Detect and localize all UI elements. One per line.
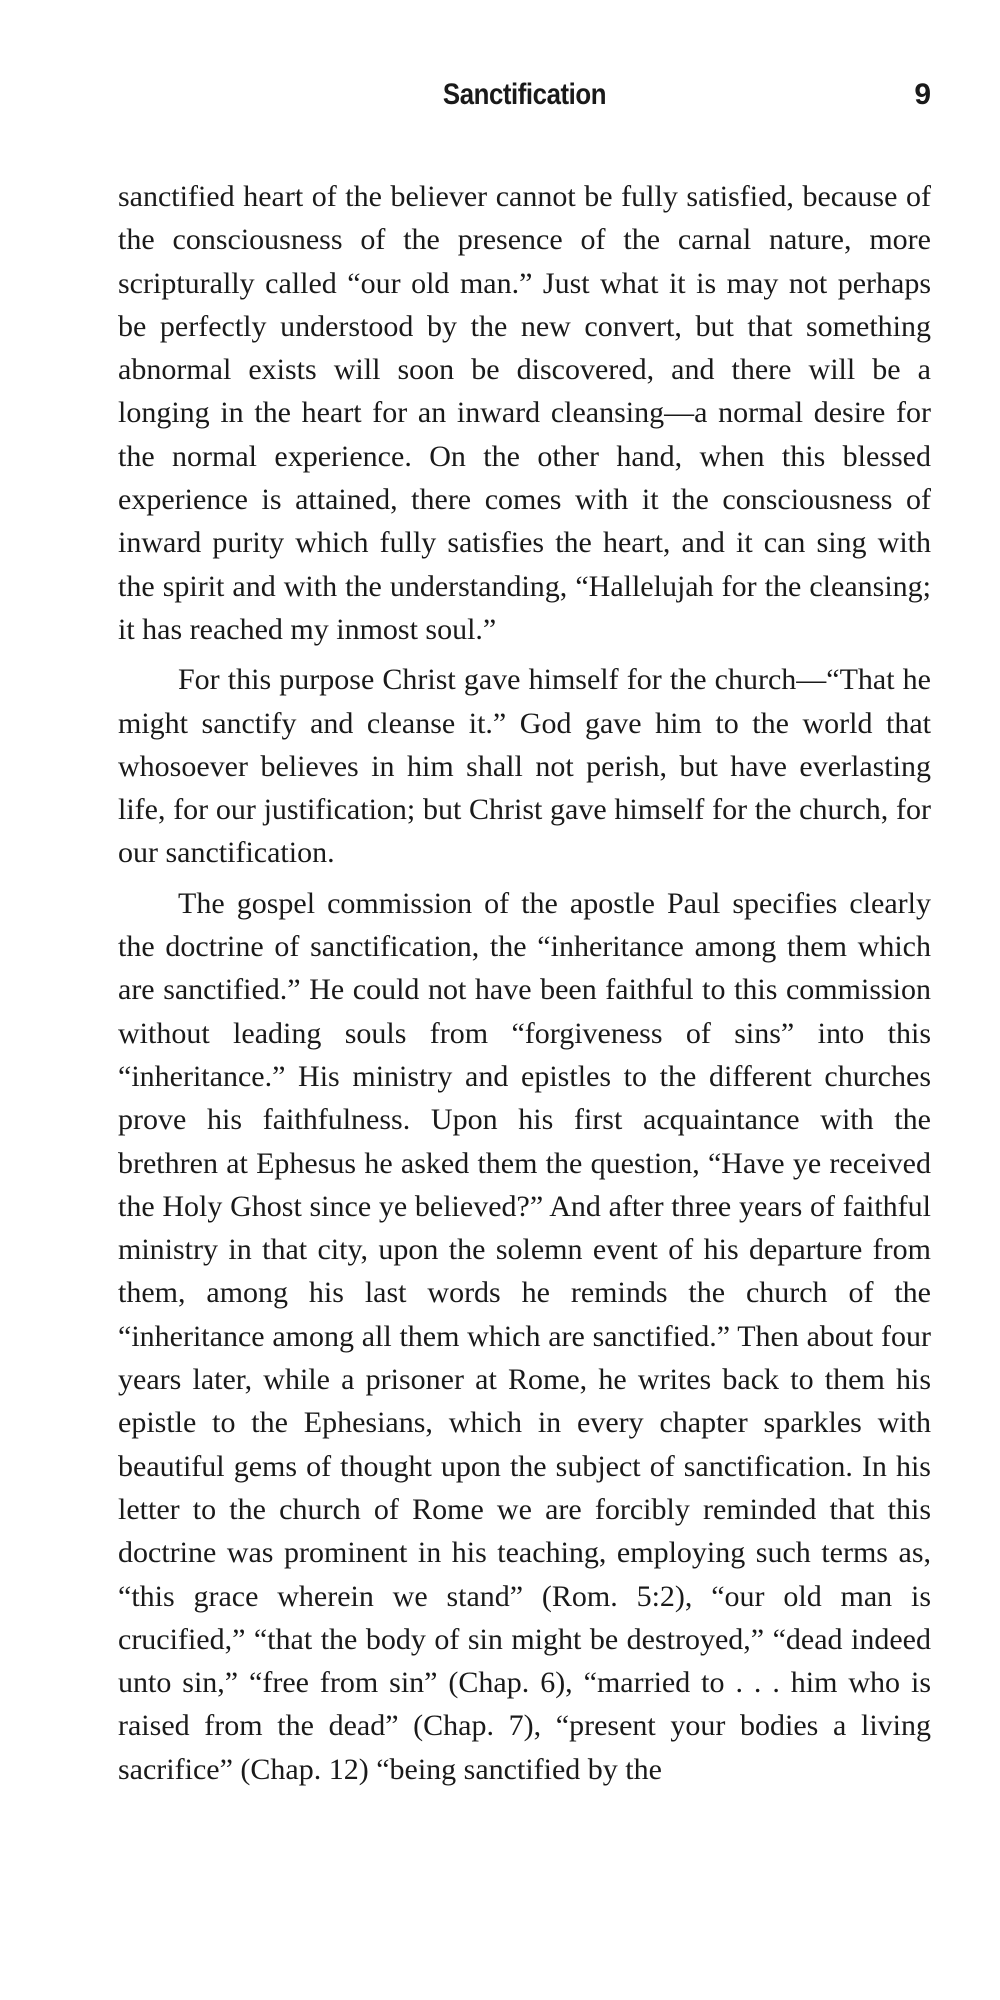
paragraph-gospel-commission: The gospel commission of the apostle Paul specifies clearly the doctrine of sanctification, the “inheritance among them which are sanctified.” He could not have been faithful to this commission without leading souls from “forgiveness of sins” into this “inheritance.” His ministry and epistles to the different churches prove his faithfulness. Upon his first acquaintance with the brethren at Ephesus he asked them the question, “Have ye received the Holy Ghost since ye believed?” And after three years of faithful ministry in that city, upon the solemn event of his departure from them, among his last words he reminds the church of the “inheritance among all them which are sanctified.” Then about four years later, while a prisoner at Rome, he writes back to them his epistle to the Ephesians, which in every chapter sparkles with beautiful gems of thought upon the subject of sanctification. In his letter to the church of Rome we are forcibly reminded that this doctrine was prominent in his teaching, employing such terms as, “this grace wherein we stand” (Rom. 5:2), “our old man is crucified,” “that the body of sin might be destroyed,” “dead indeed unto sin,” “free from sin” (Chap. 6), “married to . . . him who is raised from the dead” (Chap. 7), “present your bodies a living sacrifice” (Chap. 12) “being sanctified by the [118,886,931,1786]
page-title: Sanctification [442,78,607,111]
paragraph-continuation: sanctified heart of the believer cannot be fully satisfied, because of the consciousness of the presence of the carnal nature, more scripturally called “our old man.” Just what it is may not perhaps be perfectly understood by the new convert, but that something abnormal exists will soon be discovered, and there will be a longing in the heart for an inward cleansing—a normal desire for the normal experience. On the other hand, when this blessed experience is attained, there comes with it the consciousness of inward purity which fully satisfies the heart, and it can sing with the spirit and with the understanding, “Hallelujah for the cleansing; it has reached my inmost soul.” [118,180,931,646]
paragraph-church: For this purpose Christ gave himself for the church—“That he might sanctify and cleanse it.” God gave him to the world that whosoever believes in him shall not perish, but have everlasting life, for our justification; but Christ gave himself for the church, for our sanctification. [118,663,931,870]
body-text [118,175,931,1798]
page-number: 9 [914,78,931,111]
running-head [118,78,931,118]
